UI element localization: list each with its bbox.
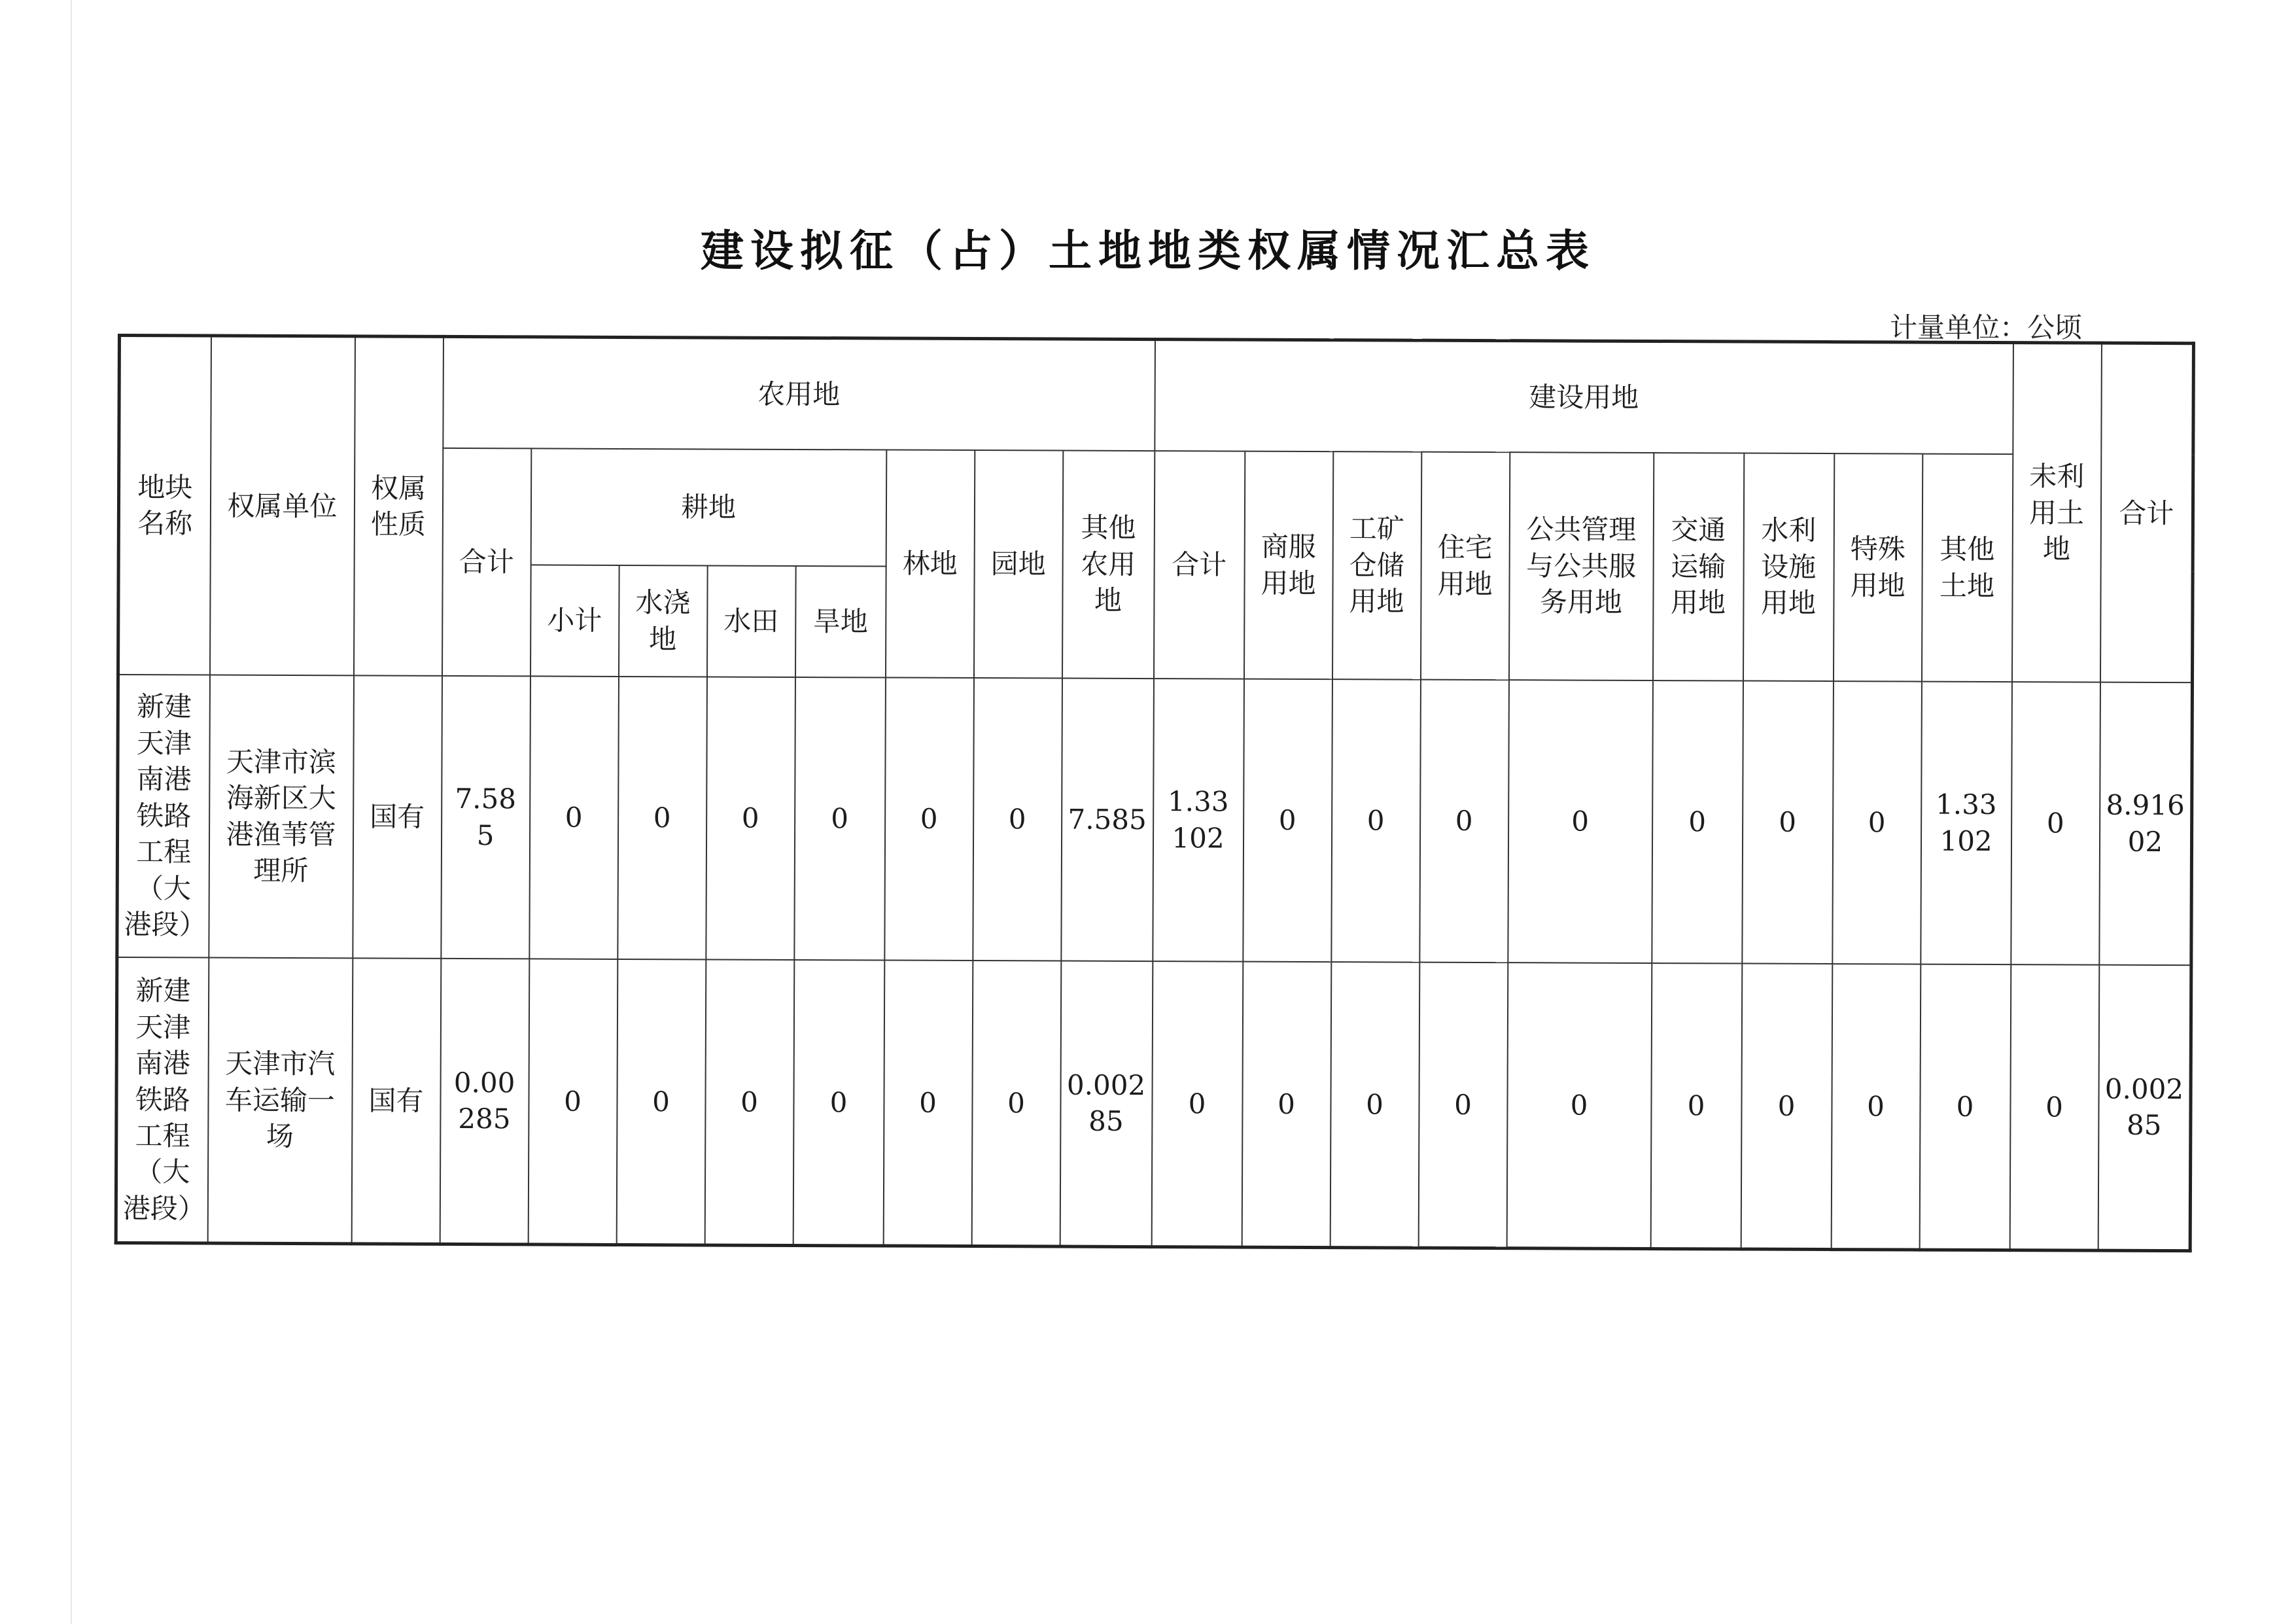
cell-unused-land: 0	[2009, 964, 2099, 1251]
cell-paddy-field: 0	[706, 677, 795, 960]
cell-public-service-land: 0	[1508, 680, 1653, 963]
document-title: 建设拟征（占）土地地类权属情况汇总表	[701, 225, 1595, 276]
header-row-1	[119, 336, 2194, 455]
unit-label: 计量单位：公顷	[1889, 311, 2082, 344]
cell-commercial-land: 0	[1243, 679, 1332, 962]
cell-commercial-land: 0	[1242, 961, 1331, 1248]
cell-irrigated-land: 0	[616, 959, 706, 1245]
header-forest-land: 林地	[885, 450, 974, 678]
cell-other-agri-land: 7.585	[1061, 678, 1154, 961]
cell-special-land: 0	[1832, 681, 1922, 964]
cell-owner-unit: 天津市汽车运输一场	[207, 957, 353, 1244]
cell-residential-land: 0	[1418, 962, 1508, 1248]
cell-transport-land: 0	[1652, 680, 1743, 964]
cell-paddy-field: 0	[704, 959, 794, 1246]
header-const-total: 合计	[1154, 451, 1245, 679]
header-cultivated-land: 耕地	[531, 448, 886, 566]
cell-forest-land: 0	[883, 960, 973, 1246]
cell-public-service-land: 0	[1506, 962, 1652, 1249]
cell-other-agri-land: 0.00285	[1060, 961, 1153, 1247]
cell-dry-land: 0	[793, 959, 884, 1246]
cell-grand-total: 8.91602	[2099, 682, 2193, 965]
header-agri-total: 合计	[442, 448, 531, 676]
header-unused-land: 未利用土地	[2012, 343, 2102, 682]
cell-parcel-name: 新建天津南港铁路工程（大港段）	[117, 675, 210, 958]
cell-owner-unit: 天津市滨海新区大港渔苇管理所	[209, 675, 354, 958]
header-commercial-land: 商服用地	[1244, 451, 1333, 679]
header-construction-land: 建设用地	[1155, 340, 2013, 454]
header-owner-unit: 权属单位	[210, 336, 355, 675]
header-other-land: 其他土地	[1921, 453, 2012, 682]
cell-water-facility-land: 0	[1742, 680, 1834, 964]
header-transport-land: 交通运输用地	[1652, 453, 1743, 681]
table-row	[116, 957, 2191, 1251]
header-paddy-field: 水田	[706, 565, 795, 677]
cell-subtotal: 0	[529, 676, 619, 959]
cell-other-land: 1.33102	[1921, 681, 2012, 964]
cell-industrial-storage-land: 0	[1330, 962, 1419, 1248]
cell-unused-land: 0	[2011, 682, 2100, 965]
header-subtotal: 小计	[530, 565, 619, 677]
cell-const-total: 0	[1151, 961, 1243, 1248]
cell-other-land: 0	[1919, 964, 2011, 1250]
header-grand-total: 合计	[2100, 343, 2194, 682]
cell-grand-total: 0.00285	[2098, 964, 2191, 1251]
cell-transport-land: 0	[1650, 963, 1742, 1250]
cell-water-facility-land: 0	[1741, 963, 1832, 1250]
cell-special-land: 0	[1831, 964, 1921, 1250]
header-garden-land: 园地	[973, 450, 1062, 679]
header-irrigated-land: 水浇地	[618, 565, 707, 677]
header-dry-land: 旱地	[795, 565, 886, 677]
cell-agri-total: 0.00285	[440, 958, 529, 1244]
header-parcel-name: 地块名称	[118, 336, 211, 675]
cell-subtotal: 0	[528, 959, 617, 1245]
cell-agri-total: 7.585	[441, 675, 531, 959]
cell-garden-land: 0	[973, 678, 1062, 961]
header-special-land: 特殊用地	[1833, 453, 1922, 682]
table-row	[117, 675, 2193, 965]
header-ownership-nature: 权属性质	[353, 336, 443, 676]
cell-garden-land: 0	[971, 961, 1061, 1247]
header-residential-land: 住宅用地	[1421, 451, 1510, 680]
cell-parcel-name: 新建天津南港铁路工程（大港段）	[116, 957, 209, 1244]
cell-ownership-nature: 国有	[351, 958, 441, 1244]
cell-residential-land: 0	[1419, 679, 1509, 962]
cell-ownership-nature: 国有	[353, 675, 442, 959]
cell-dry-land: 0	[794, 677, 886, 960]
cell-industrial-storage-land: 0	[1331, 679, 1421, 962]
header-water-facility-land: 水利设施用地	[1743, 453, 1834, 681]
cell-const-total: 1.33102	[1153, 679, 1244, 962]
header-public-service-land: 公共管理与公共服务用地	[1509, 452, 1654, 680]
header-industrial-storage-land: 工矿仓储用地	[1332, 451, 1421, 680]
header-agricultural-land: 农用地	[443, 336, 1155, 450]
cell-forest-land: 0	[884, 677, 974, 961]
header-other-agri-land: 其他农用地	[1062, 450, 1154, 679]
cell-irrigated-land: 0	[617, 676, 707, 959]
land-summary-table	[114, 334, 2195, 1252]
table-container	[114, 334, 2185, 1252]
